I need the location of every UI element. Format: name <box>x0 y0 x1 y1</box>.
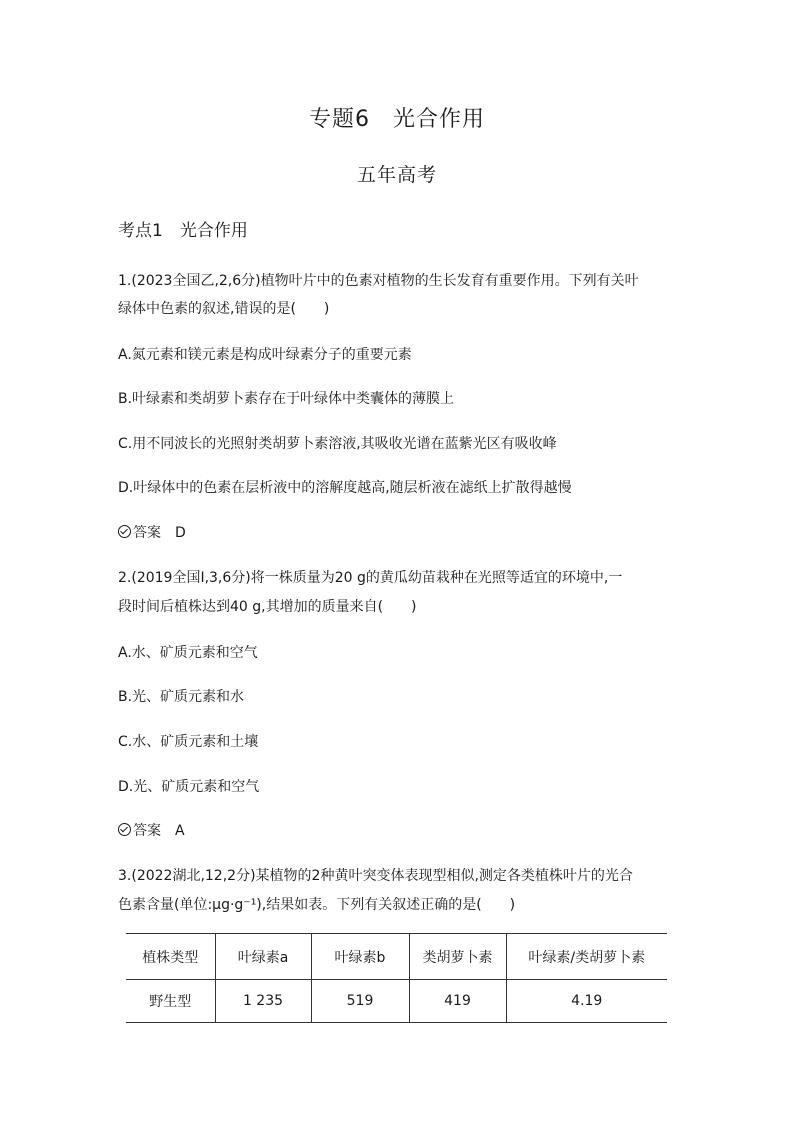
question-1-option-b: B.叶绿素和类胡萝卜素存在于叶绿体中类囊体的薄膜上 <box>118 391 455 407</box>
question-3-stem-line1: 3.(2022湖北,12,2分)某植物的2种黄叶突变体表现型相似,测定各类植株叶片的光合 <box>118 868 633 884</box>
table-header-cell: 叶绿素b <box>311 934 409 980</box>
question-1-stem-line1: 1.(2023全国乙,2,6分)植物叶片中的色素对植物的生长发育有重要作用。下列有关叶 <box>118 273 639 289</box>
question-3-stem-line2: 色素含量(单位:μg·g⁻¹),结果如表。下列有关叙述正确的是( ) <box>118 897 516 913</box>
question-1-answer-text: 答案 D <box>133 525 186 541</box>
table-cell: 4.19 <box>506 980 667 1023</box>
question-1-option-c: C.用不同波长的光照射类胡萝卜素溶液,其吸收光谱在蓝紫光区有吸收峰 <box>118 436 557 452</box>
question-1-option-a: A.氮元素和镁元素是构成叶绿素分子的重要元素 <box>118 347 412 363</box>
table-header-row <box>126 934 667 980</box>
answer-check-icon <box>118 525 131 538</box>
question-1-stem-line2: 绿体中色素的叙述,错误的是( ) <box>118 301 330 317</box>
table-cell: 野生型 <box>126 980 215 1023</box>
pigment-table <box>126 933 667 1023</box>
table-header-cell: 植株类型 <box>126 934 215 980</box>
question-2-answer-text: 答案 A <box>133 823 185 839</box>
table-header-cell: 叶绿素a <box>215 934 311 980</box>
page-subtitle: 五年高考 <box>356 164 437 186</box>
question-2-stem-line2: 段时间后植株达到40 g,其增加的质量来自( ) <box>118 599 417 615</box>
question-2-option-a: A.水、矿质元素和空气 <box>118 645 258 661</box>
table-cell: 1 235 <box>215 980 311 1023</box>
answer-check-icon <box>118 823 131 836</box>
question-2-option-b: B.光、矿质元素和水 <box>118 689 245 705</box>
page-title: 专题6 光合作用 <box>309 107 485 132</box>
table-header-cell: 类胡萝卜素 <box>409 934 506 980</box>
table-header-cell: 叶绿素/类胡萝卜素 <box>506 934 667 980</box>
question-2-option-d: D.光、矿质元素和空气 <box>118 779 260 795</box>
question-2-option-c: C.水、矿质元素和土壤 <box>118 734 259 750</box>
question-2-stem-line1: 2.(2019全国Ⅰ,3,6分)将一株质量为20 g的黄瓜幼苗栽种在光照等适宜的环境中,一 <box>118 570 623 586</box>
table-cell: 419 <box>409 980 506 1023</box>
question-1-answer <box>118 522 186 542</box>
section-heading: 考点1 光合作用 <box>118 221 248 241</box>
question-1-option-d: D.叶绿体中的色素在层析液中的溶解度越高,随层析液在滤纸上扩散得越慢 <box>118 480 572 496</box>
table-cell: 519 <box>311 980 409 1023</box>
question-2-answer <box>118 820 185 840</box>
table-row <box>126 980 667 1023</box>
